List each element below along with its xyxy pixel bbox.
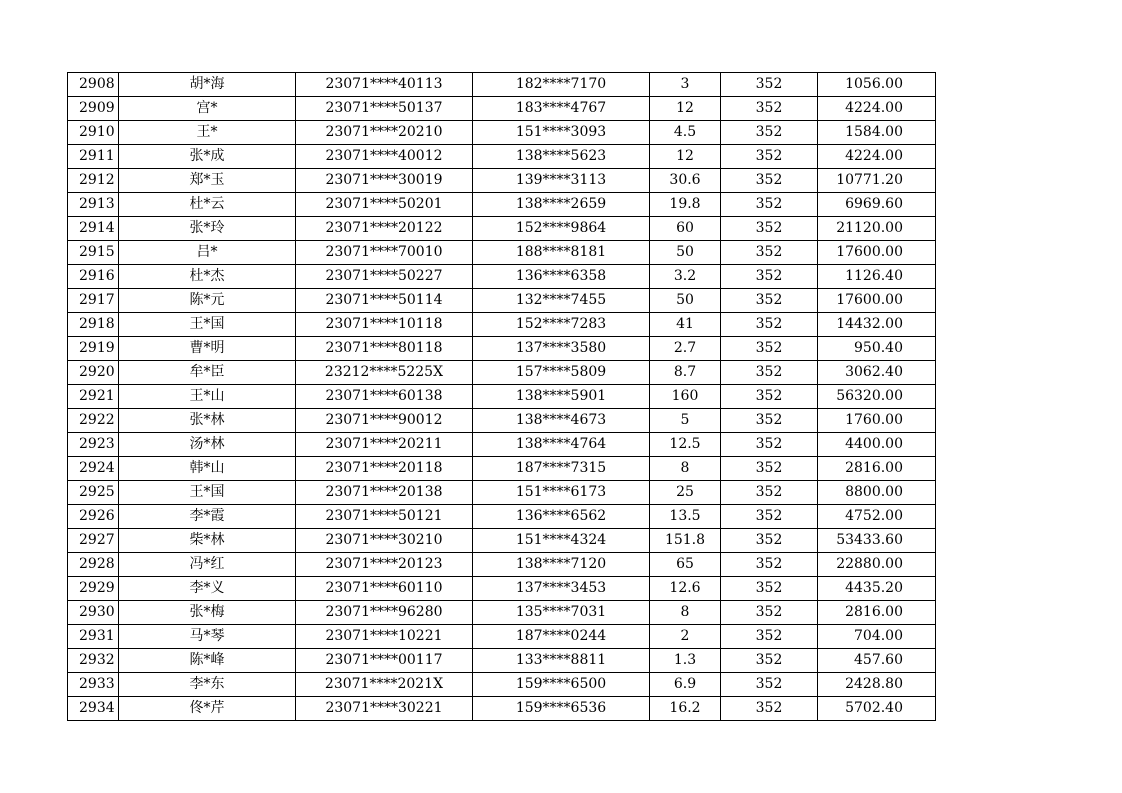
id-number-cell: 23071****20211 bbox=[296, 433, 473, 457]
quantity-cell: 1.3 bbox=[650, 649, 721, 673]
unit-price-cell: 352 bbox=[721, 313, 818, 337]
amount-cell: 2428.80 bbox=[818, 673, 936, 697]
phone-cell: 136****6562 bbox=[473, 505, 650, 529]
id-number-cell: 23071****20138 bbox=[296, 481, 473, 505]
table-row bbox=[68, 145, 936, 169]
quantity-cell: 8 bbox=[650, 601, 721, 625]
unit-price-cell: 352 bbox=[721, 433, 818, 457]
row-id-cell: 2911 bbox=[68, 145, 119, 169]
name-cell: 杜*云 bbox=[119, 193, 296, 217]
name-cell: 汤*林 bbox=[119, 433, 296, 457]
table-row bbox=[68, 121, 936, 145]
amount-cell: 4400.00 bbox=[818, 433, 936, 457]
phone-cell: 137****3453 bbox=[473, 577, 650, 601]
unit-price-cell: 352 bbox=[721, 529, 818, 553]
id-number-cell: 23071****2021X bbox=[296, 673, 473, 697]
id-number-cell: 23071****30221 bbox=[296, 697, 473, 721]
name-cell: 吕* bbox=[119, 241, 296, 265]
name-cell: 王*国 bbox=[119, 481, 296, 505]
unit-price-cell: 352 bbox=[721, 697, 818, 721]
unit-price-cell: 352 bbox=[721, 121, 818, 145]
table-row bbox=[68, 385, 936, 409]
quantity-cell: 6.9 bbox=[650, 673, 721, 697]
unit-price-cell: 352 bbox=[721, 649, 818, 673]
id-number-cell: 23071****60110 bbox=[296, 577, 473, 601]
row-id-cell: 2924 bbox=[68, 457, 119, 481]
amount-cell: 1056.00 bbox=[818, 73, 936, 97]
unit-price-cell: 352 bbox=[721, 241, 818, 265]
amount-cell: 8800.00 bbox=[818, 481, 936, 505]
id-number-cell: 23071****50137 bbox=[296, 97, 473, 121]
amount-cell: 1126.40 bbox=[818, 265, 936, 289]
table-row bbox=[68, 265, 936, 289]
row-id-cell: 2910 bbox=[68, 121, 119, 145]
name-cell: 佟*芹 bbox=[119, 697, 296, 721]
phone-cell: 138****4764 bbox=[473, 433, 650, 457]
id-number-cell: 23071****30019 bbox=[296, 169, 473, 193]
unit-price-cell: 352 bbox=[721, 265, 818, 289]
table-row bbox=[68, 625, 936, 649]
amount-cell: 6969.60 bbox=[818, 193, 936, 217]
unit-price-cell: 352 bbox=[721, 337, 818, 361]
row-id-cell: 2909 bbox=[68, 97, 119, 121]
quantity-cell: 5 bbox=[650, 409, 721, 433]
quantity-cell: 3 bbox=[650, 73, 721, 97]
row-id-cell: 2913 bbox=[68, 193, 119, 217]
quantity-cell: 8 bbox=[650, 457, 721, 481]
unit-price-cell: 352 bbox=[721, 601, 818, 625]
row-id-cell: 2923 bbox=[68, 433, 119, 457]
unit-price-cell: 352 bbox=[721, 385, 818, 409]
name-cell: 宫* bbox=[119, 97, 296, 121]
id-number-cell: 23212****5225X bbox=[296, 361, 473, 385]
phone-cell: 187****7315 bbox=[473, 457, 650, 481]
table-row bbox=[68, 97, 936, 121]
amount-cell: 53433.60 bbox=[818, 529, 936, 553]
phone-cell: 182****7170 bbox=[473, 73, 650, 97]
amount-cell: 10771.20 bbox=[818, 169, 936, 193]
row-id-cell: 2933 bbox=[68, 673, 119, 697]
phone-cell: 138****2659 bbox=[473, 193, 650, 217]
amount-cell: 2816.00 bbox=[818, 601, 936, 625]
amount-cell: 5702.40 bbox=[818, 697, 936, 721]
amount-cell: 704.00 bbox=[818, 625, 936, 649]
table-row bbox=[68, 481, 936, 505]
quantity-cell: 41 bbox=[650, 313, 721, 337]
table-row bbox=[68, 457, 936, 481]
row-id-cell: 2931 bbox=[68, 625, 119, 649]
phone-cell: 138****5901 bbox=[473, 385, 650, 409]
phone-cell: 138****4673 bbox=[473, 409, 650, 433]
unit-price-cell: 352 bbox=[721, 409, 818, 433]
quantity-cell: 12.6 bbox=[650, 577, 721, 601]
row-id-cell: 2918 bbox=[68, 313, 119, 337]
unit-price-cell: 352 bbox=[721, 481, 818, 505]
phone-cell: 138****7120 bbox=[473, 553, 650, 577]
table-row bbox=[68, 553, 936, 577]
unit-price-cell: 352 bbox=[721, 289, 818, 313]
amount-cell: 3062.40 bbox=[818, 361, 936, 385]
unit-price-cell: 352 bbox=[721, 505, 818, 529]
id-number-cell: 23071****40113 bbox=[296, 73, 473, 97]
amount-cell: 17600.00 bbox=[818, 241, 936, 265]
row-id-cell: 2917 bbox=[68, 289, 119, 313]
table-row bbox=[68, 169, 936, 193]
amount-cell: 4752.00 bbox=[818, 505, 936, 529]
id-number-cell: 23071****40012 bbox=[296, 145, 473, 169]
amount-cell: 14432.00 bbox=[818, 313, 936, 337]
id-number-cell: 23071****50114 bbox=[296, 289, 473, 313]
table-row bbox=[68, 313, 936, 337]
id-number-cell: 23071****20123 bbox=[296, 553, 473, 577]
phone-cell: 151****6173 bbox=[473, 481, 650, 505]
amount-cell: 1760.00 bbox=[818, 409, 936, 433]
table-row bbox=[68, 193, 936, 217]
quantity-cell: 13.5 bbox=[650, 505, 721, 529]
id-number-cell: 23071****20122 bbox=[296, 217, 473, 241]
name-cell: 张*成 bbox=[119, 145, 296, 169]
amount-cell: 21120.00 bbox=[818, 217, 936, 241]
table-row bbox=[68, 505, 936, 529]
phone-cell: 135****7031 bbox=[473, 601, 650, 625]
id-number-cell: 23071****90012 bbox=[296, 409, 473, 433]
phone-cell: 132****7455 bbox=[473, 289, 650, 313]
quantity-cell: 65 bbox=[650, 553, 721, 577]
phone-cell: 151****4324 bbox=[473, 529, 650, 553]
amount-cell: 2816.00 bbox=[818, 457, 936, 481]
table-row bbox=[68, 361, 936, 385]
quantity-cell: 60 bbox=[650, 217, 721, 241]
row-id-cell: 2934 bbox=[68, 697, 119, 721]
id-number-cell: 23071****10221 bbox=[296, 625, 473, 649]
name-cell: 胡*海 bbox=[119, 73, 296, 97]
amount-cell: 1584.00 bbox=[818, 121, 936, 145]
id-number-cell: 23071****60138 bbox=[296, 385, 473, 409]
row-id-cell: 2920 bbox=[68, 361, 119, 385]
unit-price-cell: 352 bbox=[721, 193, 818, 217]
quantity-cell: 12.5 bbox=[650, 433, 721, 457]
table-row bbox=[68, 433, 936, 457]
name-cell: 李*义 bbox=[119, 577, 296, 601]
row-id-cell: 2919 bbox=[68, 337, 119, 361]
table-row bbox=[68, 673, 936, 697]
table-row bbox=[68, 337, 936, 361]
amount-cell: 56320.00 bbox=[818, 385, 936, 409]
row-id-cell: 2914 bbox=[68, 217, 119, 241]
id-number-cell: 23071****20210 bbox=[296, 121, 473, 145]
quantity-cell: 16.2 bbox=[650, 697, 721, 721]
quantity-cell: 2.7 bbox=[650, 337, 721, 361]
table-row bbox=[68, 73, 936, 97]
phone-cell: 137****3580 bbox=[473, 337, 650, 361]
phone-cell: 188****8181 bbox=[473, 241, 650, 265]
row-id-cell: 2916 bbox=[68, 265, 119, 289]
id-number-cell: 23071****50121 bbox=[296, 505, 473, 529]
unit-price-cell: 352 bbox=[721, 145, 818, 169]
id-number-cell: 23071****70010 bbox=[296, 241, 473, 265]
id-number-cell: 23071****30210 bbox=[296, 529, 473, 553]
phone-cell: 159****6500 bbox=[473, 673, 650, 697]
quantity-cell: 50 bbox=[650, 241, 721, 265]
name-cell: 李*霞 bbox=[119, 505, 296, 529]
id-number-cell: 23071****10118 bbox=[296, 313, 473, 337]
phone-cell: 159****6536 bbox=[473, 697, 650, 721]
amount-cell: 17600.00 bbox=[818, 289, 936, 313]
row-id-cell: 2932 bbox=[68, 649, 119, 673]
id-number-cell: 23071****96280 bbox=[296, 601, 473, 625]
quantity-cell: 2 bbox=[650, 625, 721, 649]
amount-cell: 457.60 bbox=[818, 649, 936, 673]
row-id-cell: 2926 bbox=[68, 505, 119, 529]
id-number-cell: 23071****00117 bbox=[296, 649, 473, 673]
data-table bbox=[67, 72, 936, 721]
row-id-cell: 2915 bbox=[68, 241, 119, 265]
name-cell: 郑*玉 bbox=[119, 169, 296, 193]
name-cell: 李*东 bbox=[119, 673, 296, 697]
name-cell: 牟*臣 bbox=[119, 361, 296, 385]
phone-cell: 152****7283 bbox=[473, 313, 650, 337]
name-cell: 陈*峰 bbox=[119, 649, 296, 673]
phone-cell: 151****3093 bbox=[473, 121, 650, 145]
unit-price-cell: 352 bbox=[721, 217, 818, 241]
id-number-cell: 23071****50201 bbox=[296, 193, 473, 217]
id-number-cell: 23071****80118 bbox=[296, 337, 473, 361]
phone-cell: 133****8811 bbox=[473, 649, 650, 673]
row-id-cell: 2908 bbox=[68, 73, 119, 97]
quantity-cell: 3.2 bbox=[650, 265, 721, 289]
unit-price-cell: 352 bbox=[721, 361, 818, 385]
phone-cell: 157****5809 bbox=[473, 361, 650, 385]
table-row bbox=[68, 529, 936, 553]
unit-price-cell: 352 bbox=[721, 169, 818, 193]
row-id-cell: 2925 bbox=[68, 481, 119, 505]
name-cell: 冯*红 bbox=[119, 553, 296, 577]
name-cell: 张*林 bbox=[119, 409, 296, 433]
row-id-cell: 2922 bbox=[68, 409, 119, 433]
name-cell: 曹*明 bbox=[119, 337, 296, 361]
name-cell: 王*山 bbox=[119, 385, 296, 409]
quantity-cell: 160 bbox=[650, 385, 721, 409]
name-cell: 杜*杰 bbox=[119, 265, 296, 289]
quantity-cell: 12 bbox=[650, 97, 721, 121]
table-row bbox=[68, 649, 936, 673]
amount-cell: 950.40 bbox=[818, 337, 936, 361]
unit-price-cell: 352 bbox=[721, 577, 818, 601]
quantity-cell: 30.6 bbox=[650, 169, 721, 193]
table-row bbox=[68, 217, 936, 241]
quantity-cell: 25 bbox=[650, 481, 721, 505]
row-id-cell: 2930 bbox=[68, 601, 119, 625]
row-id-cell: 2912 bbox=[68, 169, 119, 193]
row-id-cell: 2929 bbox=[68, 577, 119, 601]
name-cell: 王* bbox=[119, 121, 296, 145]
quantity-cell: 19.8 bbox=[650, 193, 721, 217]
row-id-cell: 2928 bbox=[68, 553, 119, 577]
unit-price-cell: 352 bbox=[721, 73, 818, 97]
table-row bbox=[68, 289, 936, 313]
quantity-cell: 8.7 bbox=[650, 361, 721, 385]
phone-cell: 136****6358 bbox=[473, 265, 650, 289]
phone-cell: 187****0244 bbox=[473, 625, 650, 649]
unit-price-cell: 352 bbox=[721, 673, 818, 697]
phone-cell: 183****4767 bbox=[473, 97, 650, 121]
row-id-cell: 2927 bbox=[68, 529, 119, 553]
amount-cell: 4224.00 bbox=[818, 97, 936, 121]
unit-price-cell: 352 bbox=[721, 97, 818, 121]
phone-cell: 152****9864 bbox=[473, 217, 650, 241]
name-cell: 张*梅 bbox=[119, 601, 296, 625]
name-cell: 韩*山 bbox=[119, 457, 296, 481]
name-cell: 王*国 bbox=[119, 313, 296, 337]
amount-cell: 4224.00 bbox=[818, 145, 936, 169]
phone-cell: 138****5623 bbox=[473, 145, 650, 169]
phone-cell: 139****3113 bbox=[473, 169, 650, 193]
unit-price-cell: 352 bbox=[721, 553, 818, 577]
name-cell: 张*玲 bbox=[119, 217, 296, 241]
amount-cell: 4435.20 bbox=[818, 577, 936, 601]
name-cell: 柴*林 bbox=[119, 529, 296, 553]
table-row bbox=[68, 409, 936, 433]
table-row bbox=[68, 601, 936, 625]
name-cell: 陈*元 bbox=[119, 289, 296, 313]
quantity-cell: 50 bbox=[650, 289, 721, 313]
row-id-cell: 2921 bbox=[68, 385, 119, 409]
table-row bbox=[68, 577, 936, 601]
name-cell: 马*琴 bbox=[119, 625, 296, 649]
quantity-cell: 151.8 bbox=[650, 529, 721, 553]
amount-cell: 22880.00 bbox=[818, 553, 936, 577]
unit-price-cell: 352 bbox=[721, 625, 818, 649]
unit-price-cell: 352 bbox=[721, 457, 818, 481]
quantity-cell: 4.5 bbox=[650, 121, 721, 145]
id-number-cell: 23071****20118 bbox=[296, 457, 473, 481]
quantity-cell: 12 bbox=[650, 145, 721, 169]
table-row bbox=[68, 241, 936, 265]
table-row bbox=[68, 697, 936, 721]
id-number-cell: 23071****50227 bbox=[296, 265, 473, 289]
table-body bbox=[68, 73, 936, 721]
